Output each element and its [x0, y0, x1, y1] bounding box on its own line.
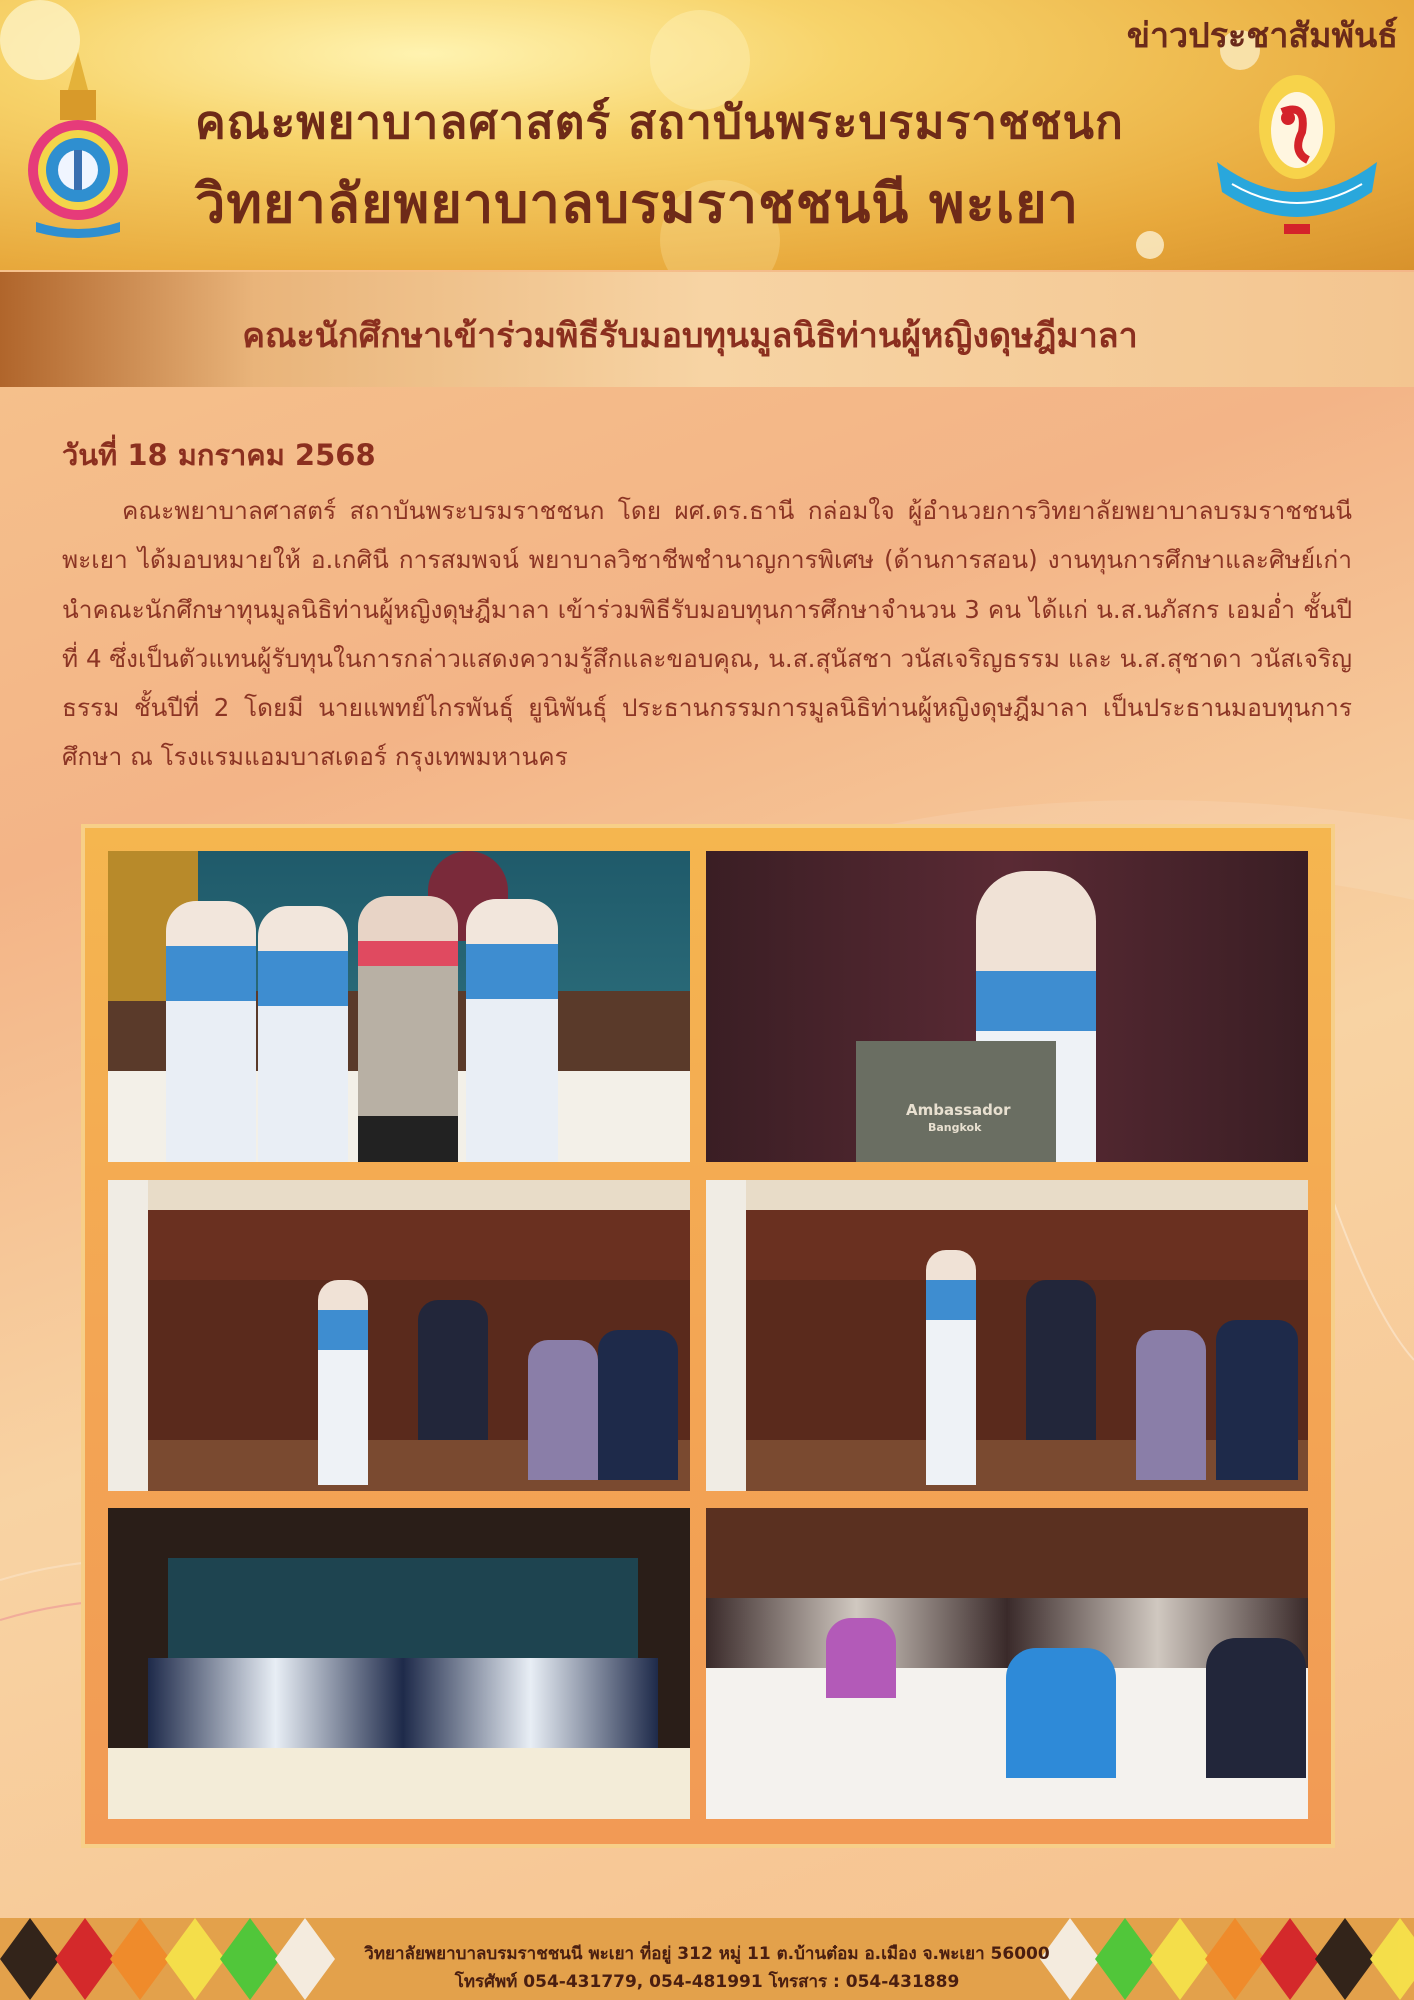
footer-phone: โทรศัพท์ 054-431779, 054-481991 โทรสาร : 054-431889 [454, 1972, 960, 1992]
photo-group-stage [108, 1508, 690, 1819]
article-date: วันที่ 18 มกราคม 2568 [62, 438, 376, 472]
photo-audience [706, 1508, 1308, 1819]
institution-line-2: วิทยาลัยพยาบาลบรมราชชนนี พะเยา [195, 172, 1080, 235]
photo-group [108, 851, 690, 1162]
photo-podium-speech [706, 851, 1308, 1162]
photo-ceremony-1 [108, 1180, 690, 1491]
podium-label: Ambassador [906, 1101, 1011, 1119]
article-body: คณะพยาบาลศาสตร์ สถาบันพระบรมราชชนก โดย ผศ.ดร.ธานี กล่อมใจ ผู้อำนวยการวิทยาลัยพยาบาลบรมราชชนนี พะเยา ได้มอบหมายให้ อ.เกศินี การสมพจน์ พยาบาลวิชาชีพชำนาญการพิเศษ (ด้านการสอน) งานทุนการศึกษาและศิษย์เก่า นำคณะนักศึกษาทุนมูลนิธิท่านผู้หญิงดุษฎีมาลา เข้าร่วมพิธีรับมอบทุนการศึกษาจำนวน 3 คน ได้แก่ น.ส.นภัสกร เอมอ่ำ ชั้นปีที่ 4 ซึ่งเป็นตัวแทนผู้รับทุนในการกล่าวแสดงความรู้สึกและขอบคุณ, น.ส.สุนัสชา วนัสเจริญธรรม และ น.ส.สุชาดา วนัสเจริญธรรม ชั้นปีที่ 2 โดยมี นายแพทย์ไกรพันธุ์ ยูนิพันธุ์ ประธานกรรมการมูลนิธิท่านผู้หญิงดุษฎีมาลา เป็นประธานมอบทุนการศึกษา ณ โรงแรมแอมบาสเดอร์ กรุงเทพมหานคร [62, 496, 1352, 772]
article-title: คณะนักศึกษาเข้าร่วมพิธีรับมอบทุนมูลนิธิท่านผู้หญิงดุษฎีมาลา [242, 316, 1138, 356]
podium-sublabel: Bangkok [928, 1121, 982, 1134]
news-tag: ข่าวประชาสัมพันธ์ [1126, 16, 1398, 56]
institution-line-1: คณะพยาบาลศาสตร์ สถาบันพระบรมราชชนก [195, 95, 1124, 149]
footer-address: วิทยาลัยพยาบาลบรมราชชนนี พะเยา ที่อยู่ 312 หมู่ 11 ต.บ้านต๋อม อ.เมือง จ.พะเยา 56000 [364, 1944, 1050, 1964]
footer-banner [0, 1918, 1414, 2000]
photo-ceremony-2 [706, 1180, 1308, 1491]
